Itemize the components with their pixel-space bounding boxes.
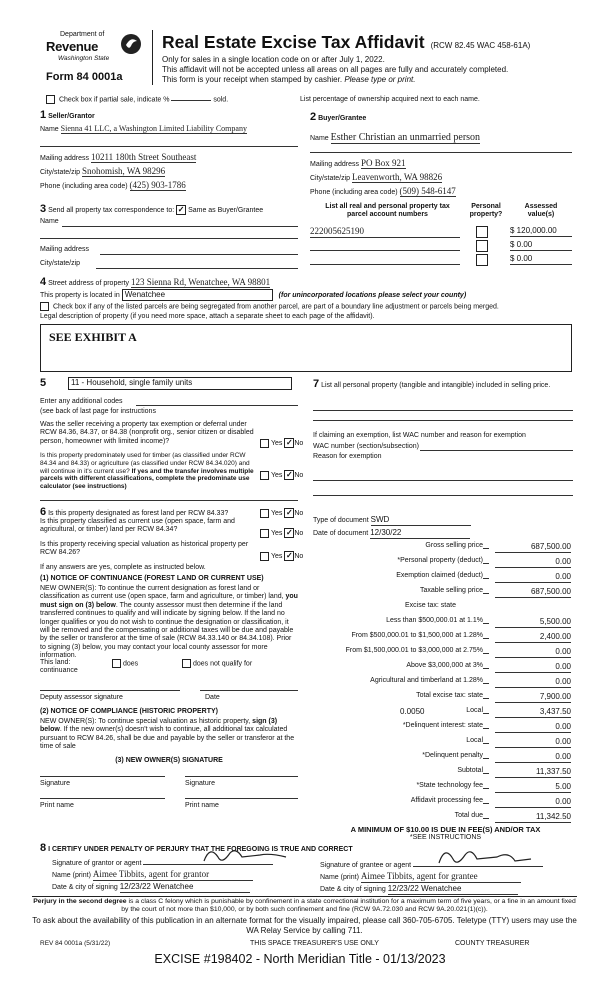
grantee-name-row: Name (print) Aimee Tibbits, agent for grantee — [320, 871, 521, 883]
historic-no-checkbox[interactable]: ✓ — [286, 551, 293, 560]
delinquent-local-field[interactable]: 0.00 — [495, 737, 571, 748]
excise-stamp: EXCISE #198402 - North Meridian Title - 01/13/2023 — [154, 952, 446, 966]
seller-phone-field[interactable]: (425) 903-1786 — [129, 180, 186, 190]
section3-heading: 3 Send all property tax correspondence to: ✓ Same as Buyer/Grantee — [40, 203, 264, 215]
segregated-row: Check box if any of the listed parcels are being segregated from another parcel, are part of a boundary line adjustment or parcels being merged. — [40, 302, 499, 312]
legal-description-text: SEE EXHIBIT A — [49, 330, 137, 344]
buyer-city-field[interactable]: Leavenworth, WA 98826 — [352, 172, 443, 182]
agricultural-row: Agricultural and timberland at 1.28% 0.00 — [370, 677, 571, 686]
partial-sale-checkbox[interactable] — [46, 95, 55, 104]
header-line-2: This affidavit will not be accepted unless all areas on all pages are fully and accurately completed. — [162, 65, 509, 74]
location-select[interactable]: Wenatchee — [122, 289, 273, 301]
total-state-field[interactable]: 7,900.00 — [495, 692, 571, 703]
seller-phone-row: Phone (including area code) (425) 903-1786 — [40, 180, 186, 190]
timber-no-checkbox[interactable]: ✓ — [286, 470, 293, 479]
partial-sale-row: Check box if partial sale, indicate % sold. — [46, 95, 228, 105]
personal-property-field[interactable] — [313, 410, 573, 411]
buyer-mail-field[interactable]: PO Box 921 — [360, 158, 406, 168]
section3-city-label: City/state/zip — [40, 260, 81, 267]
personal-header: Personal property? — [469, 203, 503, 219]
street-address-row: 4 Street address of property 123 Sienna Rd, Wenatchee, WA 98801 — [40, 276, 271, 288]
parcel-number-field[interactable] — [310, 264, 460, 265]
current-use-yes-checkbox[interactable] — [260, 529, 269, 538]
located-in-row: This property is located in Wenatchee (for unincorporated locations please select your county) — [40, 290, 467, 299]
see-back-text: (see back of last page for instructions — [40, 408, 156, 415]
exemption-label: If claiming an exemption, list WAC number and reason for exemption — [313, 432, 526, 439]
section5-number: 5 — [40, 377, 47, 389]
gross-selling-price-row: Gross selling price 687,500.00 — [425, 542, 571, 551]
delinquent-local-row: Local 0.00 — [466, 737, 571, 746]
header-divider — [152, 30, 153, 85]
exemption-yes-no: Yes ✓ No — [260, 438, 303, 448]
owner-signature-field[interactable] — [40, 776, 165, 777]
print-name-label: Print name — [40, 802, 74, 809]
buyer-phone-field[interactable]: (509) 548-6147 — [399, 186, 456, 196]
technology-fee-field[interactable]: 5.00 — [495, 782, 571, 793]
form-title-row — [162, 32, 530, 53]
deputy-date-label: Date — [205, 694, 220, 701]
tier2-field[interactable]: 2,400.00 — [495, 632, 571, 643]
parcel-number-field[interactable]: 222005625190 — [310, 226, 460, 238]
county-treasurer-label: COUNTY TREASURER — [455, 940, 530, 947]
assessed-value-field[interactable]: $ 120,000.00 — [510, 226, 572, 237]
footer-divider — [32, 896, 577, 897]
taxable-price-field[interactable]: 687,500.00 — [495, 587, 571, 598]
grantee-date-row: Date & city of signing 12/23/22 Wenatchee — [320, 884, 518, 895]
personal-property-deduct-row: *Personal property (deduct) 0.00 — [397, 557, 571, 566]
signature-label: Signature — [185, 780, 215, 787]
deputy-signature-field[interactable] — [40, 690, 180, 691]
form-rcw: (RCW 82.45 WAC 458-61A) — [430, 41, 531, 50]
local-field[interactable]: 3,437.50 — [495, 707, 571, 718]
reason-field[interactable] — [313, 480, 573, 481]
grantee-name-field[interactable]: Aimee Tibbits, agent for grantee — [361, 871, 521, 883]
seller-city-row: City/state/zip Snohomish, WA 98296 — [40, 166, 166, 176]
grantor-date-row: Date & city of signing 12/23/22 Wenatchee — [52, 882, 250, 893]
doc-type-row: Type of document SWD — [313, 515, 471, 526]
see-instructions: *SEE INSTRUCTIONS — [409, 834, 482, 841]
notice1-title: (1) NOTICE OF CONTINUANCE (FOREST LAND OR CURRENT USE) — [40, 575, 264, 582]
forest-yes-no: Yes ✓ No — [260, 508, 303, 518]
tier3-row: From $1,500,000.01 to $3,000,000 at 2.75% 0.00 — [345, 647, 571, 656]
seller-mail-field[interactable]: 10211 180th Street Southeast — [90, 152, 197, 162]
exemption-yes-checkbox[interactable] — [260, 439, 269, 448]
section3-city-field[interactable] — [96, 268, 298, 269]
seller-heading: 1 Seller/Grantor — [40, 109, 95, 121]
assessed-value-field[interactable]: $ 0.00 — [510, 254, 572, 265]
section3-line-extra — [40, 238, 298, 239]
historic-yes-no: Yes ✓ No — [260, 551, 303, 561]
tier1-row: Less than $500,000.01 at 1.1% 5,500.00 — [386, 617, 571, 626]
buyer-city-row: City/state/zip Leavenworth, WA 98826 — [310, 172, 443, 182]
section-divider — [40, 500, 298, 501]
seller-name-row: Name Sienna 41 LLC, a Washington Limited Liability Company — [40, 124, 247, 133]
exemption-question: Was the seller receiving a property tax exemption or deferral under RCW 84.36, 84.37, or 84.38 (nonprofit org., senior citizen or disabled person, homeowner with limited income)? — [40, 421, 254, 445]
total-due-field[interactable]: 11,342.50 — [495, 812, 571, 823]
total-state-row: Total excise tax: state 7,900.00 — [416, 692, 571, 701]
same-as-buyer-checkbox[interactable]: ✓ — [177, 205, 185, 215]
tier4-field[interactable]: 0.00 — [495, 662, 571, 673]
grantor-date-field[interactable]: 12/23/22 Wenatchee — [120, 882, 250, 893]
doc-type-field[interactable]: SWD — [371, 515, 471, 526]
doc-date-row: Date of document 12/30/22 — [313, 528, 470, 539]
historic-yes-checkbox[interactable] — [260, 552, 269, 561]
grantee-date-field[interactable]: 12/23/22 Wenatchee — [388, 884, 518, 895]
current-use-yes-no: Yes ✓ No — [260, 528, 303, 538]
legal-description-box[interactable] — [40, 324, 572, 372]
header-line-3: This form is your receipt when stamped by cashier. Please type or print. — [162, 75, 416, 84]
certify-statement: 8 I CERTIFY UNDER PENALTY OF PERJURY THAT THE FOREGOING IS TRUE AND CORRECT — [40, 842, 353, 854]
subtotal-field[interactable]: 11,337.50 — [495, 767, 571, 778]
forest-no-checkbox[interactable]: ✓ — [286, 508, 293, 517]
tier2-row: From $500,000.01 to $1,500,000 at 1.28% 2,400.00 — [351, 632, 571, 641]
gross-selling-price-field[interactable]: 687,500.00 — [495, 542, 571, 553]
revision-label: REV 84 0001a (5/31/22) — [40, 940, 111, 947]
treasurer-use-only: THIS SPACE TREASURER'S USE ONLY — [250, 940, 379, 947]
timber-question: Is this property predominately used for timber (as classified under RCW 84.34 and 84.33) or agriculture (as classified under RCW 84.34.020) and will continue in it's current use? If yes and the transfer involves multiple parcels with different classifications, complete the predominate use calculator (see instructions) — [40, 452, 254, 491]
reason-field-2[interactable] — [313, 495, 573, 496]
tier4-row: Above $3,000,000 at 3% 0.00 — [406, 662, 571, 671]
exemption-deduct-row: Exemption claimed (deduct) 0.00 — [396, 572, 571, 581]
reason-label: Reason for exemption — [313, 453, 382, 460]
does-row: does — [112, 659, 138, 669]
list-pct-text: List percentage of ownership acquired next to each name. — [300, 96, 480, 103]
form-title: Real Estate Excise Tax Affidavit — [162, 32, 425, 52]
grantee-signature-icon — [435, 843, 535, 869]
owner-signature-field[interactable] — [185, 776, 298, 777]
grantor-signature-icon — [200, 843, 290, 867]
additional-codes-field[interactable] — [136, 405, 298, 406]
historic-question: Is this property receiving special valuation as historical property per RCW 84.26? — [40, 541, 249, 557]
delinquent-state-row: *Delinquent interest: state 0.00 — [402, 722, 571, 731]
affidavit-fee-field[interactable]: 0.00 — [495, 797, 571, 808]
wa-logo-icon — [120, 33, 142, 55]
grantee-signature-row: Signature of grantee or agent — [320, 858, 543, 870]
grantor-name-row: Name (print) Aimee Tibbits, agent for grantor — [52, 869, 253, 881]
land-use-select[interactable]: 11 - Household, single family units — [68, 377, 292, 390]
deputy-label: Deputy assessor signature — [40, 694, 123, 701]
parcel-number-field[interactable] — [310, 250, 460, 251]
section3-mail-field[interactable] — [100, 254, 298, 255]
current-use-no-checkbox[interactable]: ✓ — [286, 528, 293, 537]
tier3-field[interactable]: 0.00 — [495, 647, 571, 658]
seller-city-field[interactable]: Snohomish, WA 98296 — [82, 166, 166, 176]
buyer-heading: 2 Buyer/Grantee — [310, 111, 367, 123]
logo-state: Washington State — [58, 54, 110, 62]
partial-pct-field[interactable] — [171, 100, 211, 101]
deputy-date-field[interactable] — [200, 690, 298, 691]
perjury-notice: Perjury in the second degree is a class C felony which is punishable by confinement in a state correctional institution for a maximum term of five years, or a fine in an amount fixed by the court of not more than $10,000, or by both such confinement and fine (RCW 9A.72.030 and RCW 9A.20.021(1)(c)). — [33, 898, 576, 914]
logo-revenue: Revenue — [46, 39, 99, 55]
does-not-checkbox[interactable] — [182, 659, 191, 668]
section7-text: 7 List all personal property (tangible and intangible) included in selling price. — [313, 378, 551, 390]
grantor-name-field[interactable]: Aimee Tibbits, agent for grantor — [93, 869, 253, 881]
delinquent-state-field[interactable]: 0.00 — [495, 722, 571, 733]
doc-date-field[interactable]: 12/30/22 — [370, 528, 470, 539]
delinquent-penalty-row: *Delinquent penalty 0.00 — [422, 752, 571, 761]
assessed-value-field[interactable]: $ 0.00 — [510, 240, 572, 251]
owner-print-field[interactable] — [185, 798, 298, 799]
buyer-line-extra — [310, 152, 572, 153]
personal-property-checkbox[interactable] — [476, 240, 488, 252]
buyer-mail-row: Mailing address PO Box 921 — [310, 158, 406, 168]
new-owner-signature-title: (3) NEW OWNER(S) SIGNATURE — [115, 757, 223, 764]
does-not-row: does not qualify for — [182, 659, 252, 669]
total-due-row: Total due 11,342.50 — [454, 812, 571, 821]
current-use-question: Is this property classified as current use (open space, farm and agricultural, or timber) land per RCW 84.34? — [40, 518, 235, 534]
wac-label: WAC number (section/subsection) — [313, 443, 419, 450]
delinquent-penalty-field[interactable]: 0.00 — [495, 752, 571, 763]
personal-property-checkbox[interactable] — [476, 226, 488, 238]
timber-yes-checkbox[interactable] — [260, 471, 269, 480]
signature-label: Signature — [40, 780, 70, 787]
segregated-checkbox[interactable] — [40, 302, 49, 311]
street-address-field[interactable]: 123 Sienna Rd, Wenatchee, WA 98801 — [130, 277, 271, 287]
parcels-header: List all real and personal property tax parcel account numbers — [325, 203, 450, 219]
seller-name-field[interactable]: Sienna 41 LLC, a Washington Limited Liability Company — [60, 124, 247, 133]
local-row: Local 3,437.50 — [466, 707, 571, 716]
header-line-1: Only for sales in a single location code on or after July 1, 2022. — [162, 55, 385, 64]
technology-fee-row: *State technology fee 5.00 — [416, 782, 571, 791]
taxable-price-row: Taxable selling price 687,500.00 — [419, 587, 571, 596]
does-checkbox[interactable] — [112, 659, 121, 668]
affidavit-fee-row: Affidavit processing fee 0.00 — [410, 797, 571, 806]
dor-logo — [46, 31, 146, 63]
seller-mail-row: Mailing address 10211 180th Street Southeast — [40, 152, 197, 162]
section3-name-field[interactable] — [62, 226, 298, 227]
if-yes-text: If any answers are yes, complete as instructed below. — [40, 564, 206, 571]
forest-yes-checkbox[interactable] — [260, 509, 269, 518]
print-name-label: Print name — [185, 802, 219, 809]
logo-dept: Department of — [60, 31, 105, 38]
timber-yes-no: Yes ✓ No — [260, 470, 303, 480]
wac-field[interactable] — [420, 450, 573, 451]
notice2-title: (2) NOTICE OF COMPLIANCE (HISTORIC PROPERTY) — [40, 708, 218, 715]
section3-mail-label: Mailing address — [40, 246, 90, 253]
owner-print-field[interactable] — [40, 798, 165, 799]
form-number: Form 84 0001a — [46, 71, 123, 83]
notice1-text: NEW OWNER(S): To continue the current designation as forest land or classification as current use (open space, farm and agriculture, or timber) land, you must sign on (3) below. The county assessor must then determine if the land transferred continues to qualify and will indicate by signing below. If the land no longer qualifies or you do not wish to continue the designation or classification, it will be removed and the compensating or additional taxes will be due and payable by the seller or transferor at the time of sale (RCW 84.33.140 or 84.34.108). Prior to signing (3) below, you may contact your local county assessor for more information. — [40, 585, 298, 660]
excise-state-label: Excise tax: state — [405, 602, 456, 609]
local-rate: 0.0050 — [400, 707, 425, 716]
personal-property-deduct-field[interactable]: 0.00 — [495, 557, 571, 568]
personal-property-field-2[interactable] — [313, 420, 573, 421]
additional-codes-label: Enter any additional codes — [40, 398, 123, 405]
seller-line-extra — [40, 146, 298, 147]
this-land-label: This land: continuance — [40, 659, 78, 675]
tier1-field[interactable]: 5,500.00 — [495, 617, 571, 628]
buyer-name-row: Name Esther Christian an unmarried person — [310, 132, 481, 143]
subtotal-row: Subtotal 11,337.50 — [457, 767, 571, 776]
assessed-header: Assessed value(s) — [524, 203, 558, 219]
forest-question: 6 Is this property designated as forest land per RCW 84.33? — [40, 506, 229, 518]
buyer-name-field[interactable]: Esther Christian an unmarried person — [330, 132, 481, 143]
grantor-signature-row: Signature of grantor or agent — [52, 856, 273, 868]
legal-desc-label: Legal description of property (if you need more space, attach a separate sheet to each page of the affidavit). — [40, 313, 375, 320]
section3-name-row: Name — [40, 218, 59, 225]
personal-property-checkbox[interactable] — [476, 254, 488, 266]
agricultural-field[interactable]: 0.00 — [495, 677, 571, 688]
notice2-text: NEW OWNER(S): To continue special valuation as historic property, sign (3) below. If the new owner(s) doesn't wish to continue, all additional tax calculated pursuant to RCW 84.26, shall be due and payable by the seller or transferor at the time of sale — [40, 718, 295, 751]
availability-notice: To ask about the availability of this publication in an alternate format for the visually impaired, please call 360-705-6705. Teletype (TTY) users may use the WA Relay Service by calling 711. — [32, 916, 577, 935]
exemption-no-checkbox[interactable]: ✓ — [286, 438, 293, 447]
minimum-due-notice: A MINIMUM OF $10.00 IS DUE IN FEE(S) AND/OR TAX — [350, 825, 541, 834]
buyer-phone-row: Phone (including area code) (509) 548-6147 — [310, 186, 456, 196]
exemption-deduct-field[interactable]: 0.00 — [495, 572, 571, 583]
